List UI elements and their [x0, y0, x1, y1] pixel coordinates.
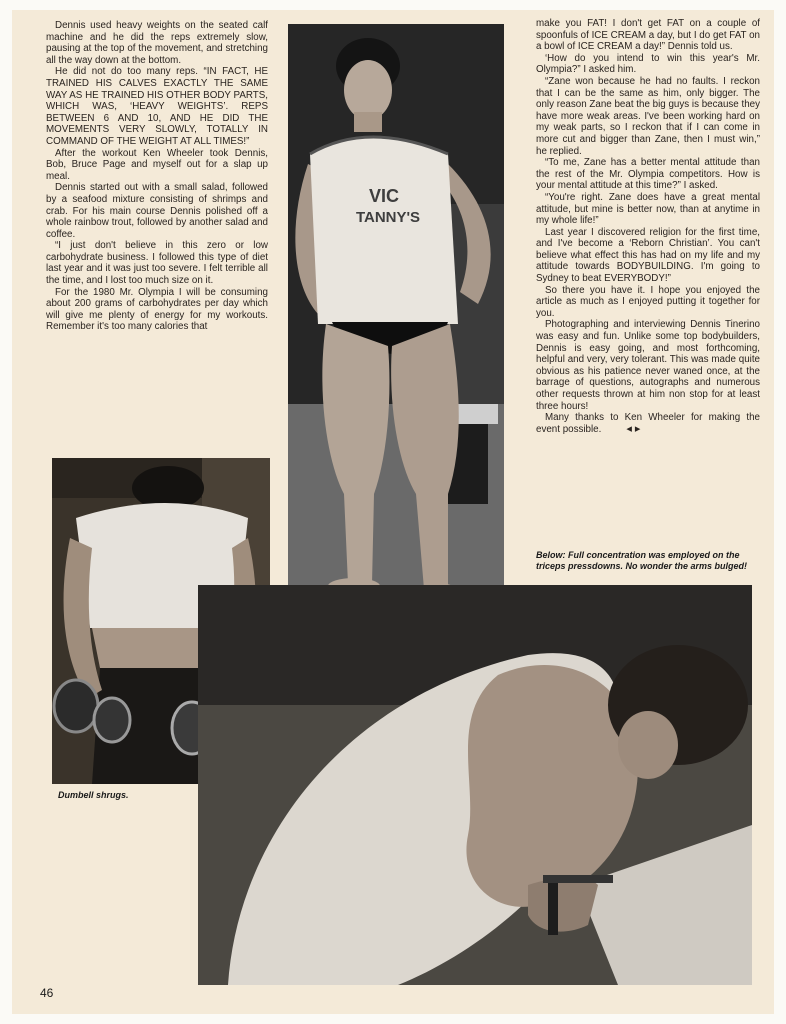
paragraph: ‘How do you intend to win this year's Mr. Olympia?” I asked him.	[536, 52, 760, 76]
article-column-right	[536, 18, 760, 435]
end-mark-icon: ◂▸	[626, 422, 644, 435]
triceps-pressdown-illustration	[198, 585, 752, 985]
standing-pose-illustration	[288, 24, 504, 606]
magazine-page	[12, 10, 774, 1014]
article-column-left	[46, 20, 268, 333]
paragraph: Last year I discovered religion for the first time, and I've become a ‘Reborn Christian’. You can't believe what effect this has had on my life and my attitude towards BODYBUILDING. I'm going to Sydney to beat EVERYBODY!”	[536, 226, 760, 285]
paragraph: Dennis started out with a small salad, followed by a seafood mixture consisting of shrimps and crab. For his main course Dennis polished off a whole rainbow trout, followed by another salad and coffee.	[46, 182, 268, 240]
paragraph: make you FAT! I don't get FAT on a couple of spoonfuls of ICE CREAM a day, but I do get FAT on a bowl of ICE CREAM a day!” Dennis told us.	[536, 18, 760, 53]
caption-dumbbell-shrugs: Dumbell shrugs.	[58, 790, 129, 800]
caption-triceps: Below: Full concentration was employed on the triceps pressdowns. No wonder the arms bulged!	[536, 550, 748, 571]
page-number: 46	[40, 986, 54, 1000]
paragraph: Dennis used heavy weights on the seated calf machine and he did the reps extremely slow, pausing at the top of the movement, and stretching all the way down at the bottom.	[46, 20, 268, 66]
paragraph: For the 1980 Mr. Olympia I will be consuming about 200 grams of carbohydrates per day which will give me plenty of energy for my workouts. Remember it's too many calories that	[46, 286, 268, 333]
paragraph: Photographing and interviewing Dennis Tinerino was easy and fun. Unlike some top bodybuilders, Dennis is easy going, and most forthcoming, helpful and very, very tolerant. This was made quite obvious as his patience never waned once, at the barrage of questions, autographs and numerous other requests thrown at him non stop for at least three hours!	[536, 319, 760, 412]
paragraph-final-text: Many thanks to Ken Wheeler for making the event possible.	[536, 412, 760, 435]
paragraph: So there you have it. I hope you enjoyed the article as much as I enjoyed putting it together for you.	[536, 284, 760, 319]
paragraph: “Zane won because he had no faults. I reckon that I can be the same as him, only bigger. The only reason Zane beat the big guys is because they have more weak areas. I've been working hard on my weak parts, so I reckon that if I can come in more cut and bigger than Zane, then I must win,” he replied.	[536, 75, 760, 157]
photo-standing-pose	[288, 24, 504, 606]
shirt-text-tannys: TANNY'S	[355, 209, 421, 226]
photo-triceps-pressdown	[198, 585, 752, 985]
paragraph: “To me, Zane has a better mental attitude than the rest of the Mr. Olympia competitors. How is your mental attitude at this time?” I asked.	[536, 157, 760, 192]
paragraph: After the workout Ken Wheeler took Dennis, Bob, Bruce Page and myself out for a slap up meal.	[46, 147, 268, 182]
shirt-text-vic: VIC	[368, 186, 400, 206]
paragraph: He did not do too many reps. “IN FACT, HE TRAINED HIS CALVES EXACTLY THE SAME WAY AS HE TRAINED HIS OTHER BODY PARTS, WHICH WAS, ‘HEAVY WEIGHTS’. REPS BETWEEN 6 AND 10, AND HE DID THE MOVEMENTS VERY SLOWLY, TOTALLY IN COMMAND OF THE WEIGHT AT ALL TIMES!”	[46, 66, 268, 147]
paragraph-final	[536, 412, 760, 435]
paragraph: “I just don't believe in this zero or low carbohydrate business. I followed this type of diet last year and it was just too severe. I felt terrible all the time, and I lost too much size on it.	[46, 240, 268, 287]
paragraph: “You're right. Zane does have a great mental attitude, but mine is better now, than at anytime in my whole life!”	[536, 191, 760, 227]
